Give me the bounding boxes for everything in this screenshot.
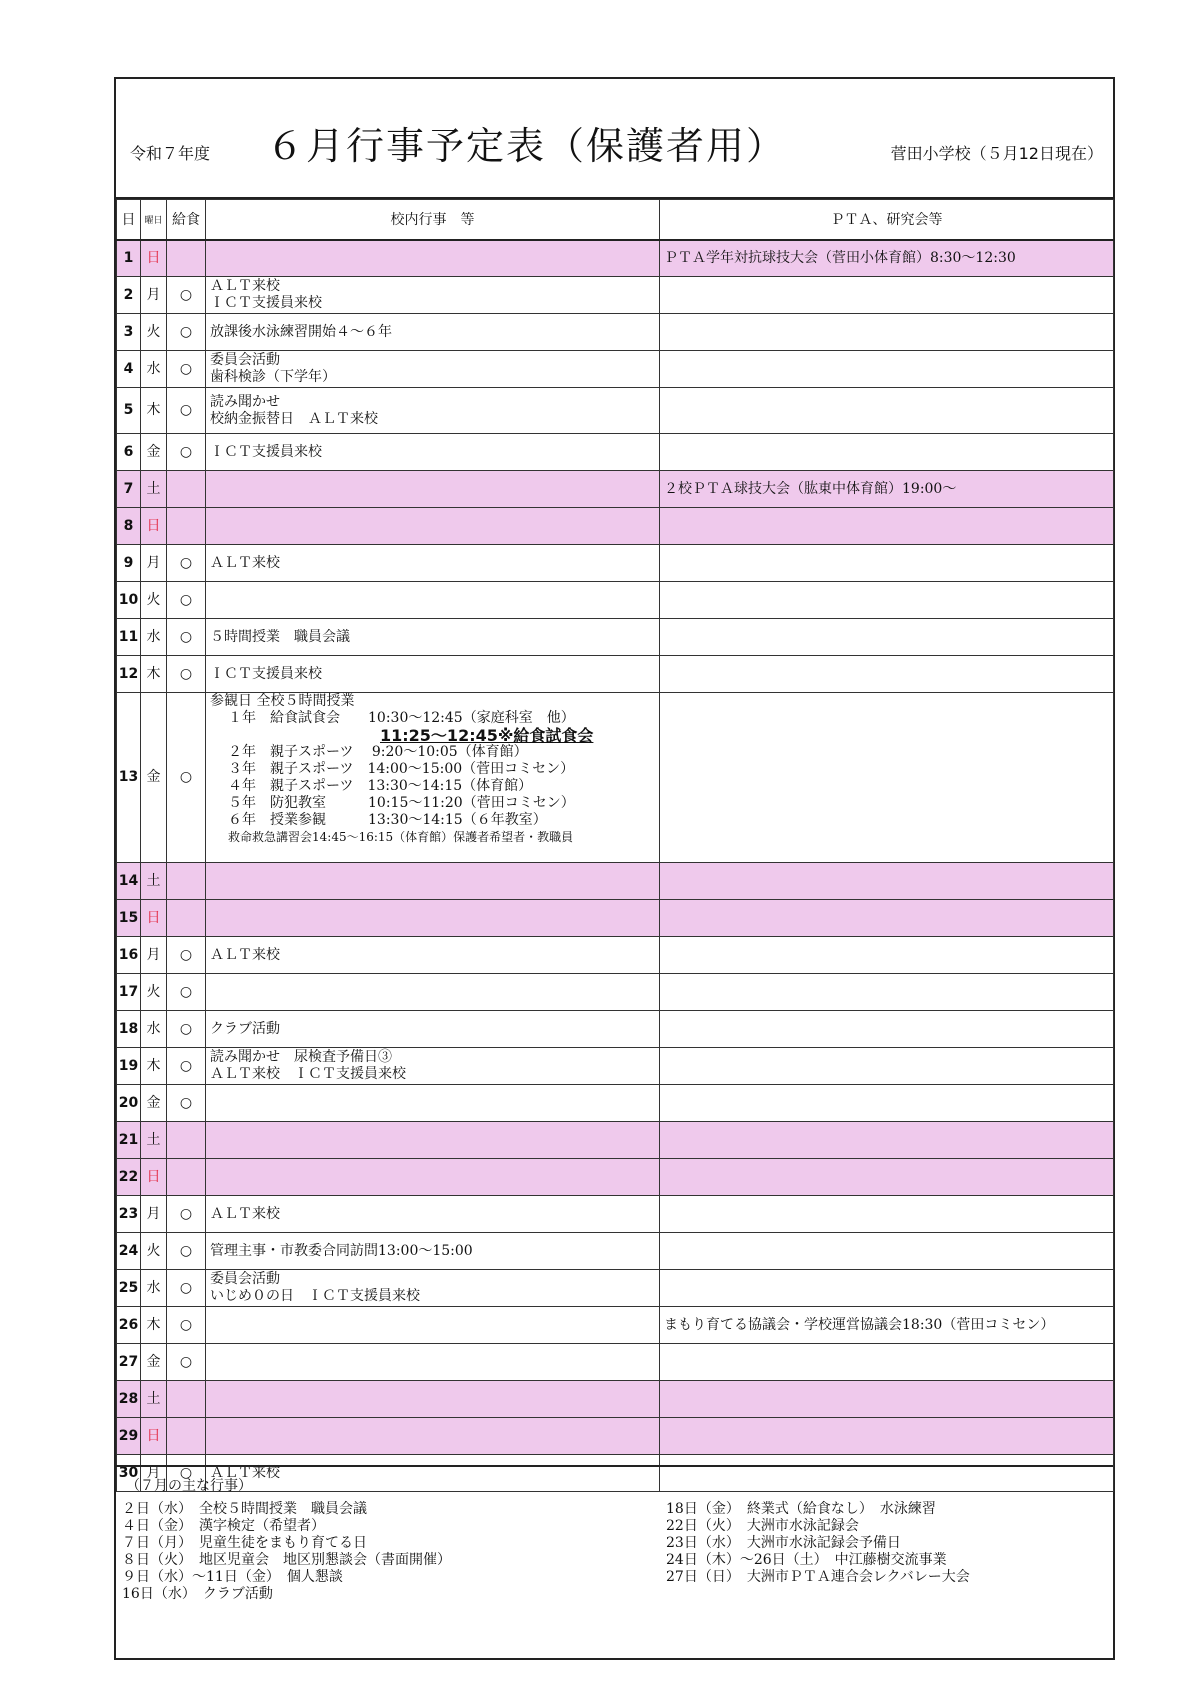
col-pta-header: ＰＴＡ、研究会等: [660, 200, 1114, 240]
table-row: [117, 1344, 1114, 1381]
weekday: 月: [141, 277, 167, 314]
col-meal-header: 給食: [167, 200, 206, 240]
day-number: 27: [117, 1344, 141, 1381]
schedule-body: [117, 240, 1114, 1492]
july-list-left: [122, 1501, 451, 1603]
events-cell: [206, 974, 660, 1011]
meal-mark: ○: [167, 1455, 206, 1492]
events-cell: [206, 863, 660, 900]
day-number: 4: [117, 351, 141, 388]
table-row: [117, 1011, 1114, 1048]
event-line: いじめ０の日 ＩＣＴ支援員来校: [210, 1288, 420, 1304]
weekday: 月: [141, 1196, 167, 1233]
weekday: 日: [141, 240, 167, 277]
events-cell: [206, 240, 660, 277]
pta-cell: [660, 388, 1114, 434]
day-number: 3: [117, 314, 141, 351]
meal-mark: ○: [167, 1344, 206, 1381]
day-number: 14: [117, 863, 141, 900]
table-row: [117, 1048, 1114, 1085]
day-number: 19: [117, 1048, 141, 1085]
weekday: 火: [141, 314, 167, 351]
day-number: 24: [117, 1233, 141, 1270]
event-line: 管理主事・市教委合同訪問13:00～15:00: [210, 1242, 473, 1259]
july-item: 24日（木）～26日（土） 中江藤樹交流事業: [666, 1552, 947, 1568]
pta-cell: [660, 1381, 1114, 1418]
events-cell: [206, 508, 660, 545]
day-number: 12: [117, 656, 141, 693]
table-row: [117, 545, 1114, 582]
weekday: 金: [141, 1344, 167, 1381]
pta-cell: [660, 434, 1114, 471]
pta-cell: ２校ＰＴＡ球技大会（肱東中体育館）19:00～: [660, 471, 1114, 508]
pta-cell: [660, 900, 1114, 937]
events-cell: [206, 1011, 660, 1048]
pta-cell: [660, 508, 1114, 545]
day-number: 28: [117, 1381, 141, 1418]
event-line: 放課後水泳練習開始４～６年: [210, 323, 392, 340]
events-cell: [206, 582, 660, 619]
day-number: 25: [117, 1270, 141, 1307]
day-number: 7: [117, 471, 141, 508]
weekday: 月: [141, 1455, 167, 1492]
pta-cell: [660, 1233, 1114, 1270]
meal-mark: ○: [167, 388, 206, 434]
weekday: 土: [141, 1381, 167, 1418]
july-item: ２日（水） 全校５時間授業 職員会議: [122, 1501, 367, 1517]
day-number: 9: [117, 545, 141, 582]
col-day-header: 日: [117, 200, 141, 240]
event-line: 歯科検診（下学年）: [210, 369, 336, 385]
meal-mark: [167, 863, 206, 900]
day-number: 1: [117, 240, 141, 277]
weekday: 水: [141, 351, 167, 388]
meal-mark: ○: [167, 1270, 206, 1307]
day-number: 11: [117, 619, 141, 656]
meal-mark: [167, 1159, 206, 1196]
table-row: [117, 1381, 1114, 1418]
day-number: 13: [117, 693, 141, 863]
pta-cell: [660, 1344, 1114, 1381]
meal-mark: ○: [167, 277, 206, 314]
weekday: 木: [141, 1048, 167, 1085]
col-events-header: 校内行事 等: [206, 200, 660, 240]
table-row: [117, 974, 1114, 1011]
table-row: [117, 1196, 1114, 1233]
event-line: ＡＬＴ来校: [210, 946, 280, 963]
table-row: [117, 351, 1114, 388]
table-row: [117, 1085, 1114, 1122]
event-line: 委員会活動: [210, 352, 280, 368]
meal-mark: ○: [167, 1048, 206, 1085]
weekday: 金: [141, 434, 167, 471]
day-number: 21: [117, 1122, 141, 1159]
table-row: [117, 471, 1114, 508]
day-number: 23: [117, 1196, 141, 1233]
meal-mark: ○: [167, 1011, 206, 1048]
july-heading: （７月の主な行事）: [126, 1478, 252, 1494]
table-row: [117, 619, 1114, 656]
weekday: 土: [141, 863, 167, 900]
events-cell: [206, 1048, 660, 1085]
weekday: 木: [141, 1307, 167, 1344]
pta-cell: [660, 277, 1114, 314]
weekday: 金: [141, 693, 167, 863]
weekday: 日: [141, 900, 167, 937]
events-cell: [206, 1159, 660, 1196]
weekday: 木: [141, 388, 167, 434]
event-line: ＩＣＴ支援員来校: [210, 665, 322, 682]
events-cell: [206, 277, 660, 314]
event-line: クラブ活動: [210, 1020, 280, 1037]
meal-mark: [167, 240, 206, 277]
col-weekday-header: 曜日: [141, 200, 167, 240]
day-number: 18: [117, 1011, 141, 1048]
weekday: 日: [141, 1159, 167, 1196]
july-item: ７日（月） 児童生徒をまもり育てる日: [122, 1535, 367, 1551]
event-line: 救命救急講習会14:45～16:15（体育館）保護者希望者・教職員: [228, 830, 574, 844]
weekday: 日: [141, 1418, 167, 1455]
event-line: 参観日 全校５時間授業: [210, 693, 355, 709]
pta-cell: まもり育てる協議会・学校運営協議会18:30（菅田コミセン）: [660, 1307, 1114, 1344]
sheet-header: [116, 79, 1113, 199]
events-cell: [206, 545, 660, 582]
weekday: 土: [141, 471, 167, 508]
pta-cell: ＰＴＡ学年対抗球技大会（菅田小体育館）8:30～12:30: [660, 240, 1114, 277]
pta-cell: [660, 1011, 1114, 1048]
pta-cell: [660, 863, 1114, 900]
pta-cell: [660, 545, 1114, 582]
meal-mark: ○: [167, 1085, 206, 1122]
pta-cell: [660, 974, 1114, 1011]
meal-mark: ○: [167, 656, 206, 693]
meal-mark: [167, 471, 206, 508]
pta-cell: [660, 314, 1114, 351]
day-number: 10: [117, 582, 141, 619]
table-row: [117, 388, 1114, 434]
day-number: 29: [117, 1418, 141, 1455]
meal-mark: ○: [167, 545, 206, 582]
events-cell: [206, 900, 660, 937]
table-row: [117, 656, 1114, 693]
table-row: [117, 240, 1114, 277]
weekday: 水: [141, 1011, 167, 1048]
page-title: ６月行事予定表（保護者用）: [266, 124, 787, 168]
event-line: ５時間授業 職員会議: [210, 628, 350, 645]
events-cell: [206, 1085, 660, 1122]
event-line: ５年 防犯教室 10:15～11:20（菅田コミセン）: [228, 795, 575, 811]
event-line: ＡＬＴ来校: [210, 554, 280, 571]
meal-mark: ○: [167, 1196, 206, 1233]
weekday: 日: [141, 508, 167, 545]
table-row: [117, 863, 1114, 900]
meal-mark: ○: [167, 582, 206, 619]
weekday: 土: [141, 1122, 167, 1159]
event-line: 読み聞かせ 尿検査予備日③: [210, 1049, 392, 1065]
table-row: [117, 277, 1114, 314]
schedule-table: [116, 199, 1114, 1492]
meal-mark: [167, 900, 206, 937]
july-item: ４日（金） 漢字検定（希望者）: [122, 1518, 325, 1534]
july-item: ９日（水）～11日（金） 個人懇談: [122, 1569, 343, 1585]
day-number: 5: [117, 388, 141, 434]
events-cell: [206, 471, 660, 508]
school-name: 菅田小学校（５月12日現在）: [890, 144, 1103, 163]
weekday: 火: [141, 974, 167, 1011]
event-line: ４年 親子スポーツ 13:30～14:15（体育館）: [228, 778, 533, 794]
meal-mark: [167, 1381, 206, 1418]
events-cell: [206, 1122, 660, 1159]
table-header-row: [117, 200, 1114, 240]
weekday: 金: [141, 1085, 167, 1122]
table-row: [117, 508, 1114, 545]
pta-cell: [660, 1085, 1114, 1122]
table-row: [117, 314, 1114, 351]
weekday: 月: [141, 937, 167, 974]
meal-mark: [167, 1122, 206, 1159]
event-line: ＩＣＴ支援員来校: [210, 443, 322, 460]
event-line: 読み聞かせ: [210, 393, 280, 410]
pta-cell: [660, 693, 1114, 863]
weekday: 木: [141, 656, 167, 693]
events-cell: [206, 1344, 660, 1381]
meal-mark: ○: [167, 351, 206, 388]
day-number: 8: [117, 508, 141, 545]
events-cell: [206, 1381, 660, 1418]
weekday: 火: [141, 1233, 167, 1270]
july-item: 22日（火） 大洲市水泳記録会: [666, 1518, 859, 1534]
table-row: [117, 1159, 1114, 1196]
table-row: [117, 582, 1114, 619]
events-cell: [206, 656, 660, 693]
events-cell: [206, 351, 660, 388]
weekday: 火: [141, 582, 167, 619]
table-row: [117, 937, 1114, 974]
weekday: 水: [141, 1270, 167, 1307]
meal-mark: ○: [167, 434, 206, 471]
meal-mark: ○: [167, 1307, 206, 1344]
event-line: ３年 親子スポーツ 14:00～15:00（菅田コミセン）: [228, 761, 575, 777]
day-number: 30: [117, 1455, 141, 1492]
event-line: ＡＬＴ来校: [210, 1205, 280, 1222]
table-row: [117, 434, 1114, 471]
july-item: 23日（水） 大洲市水泳記録会予備日: [666, 1535, 901, 1551]
meal-mark: [167, 1418, 206, 1455]
table-row: [117, 1418, 1114, 1455]
day-number: 16: [117, 937, 141, 974]
pta-cell: [660, 656, 1114, 693]
events-cell: [206, 1233, 660, 1270]
schedule-sheet: [114, 77, 1115, 1660]
pta-cell: [660, 619, 1114, 656]
events-cell: [206, 1418, 660, 1455]
pta-cell: [660, 937, 1114, 974]
july-item: 16日（水） クラブ活動: [122, 1586, 273, 1602]
day-number: 17: [117, 974, 141, 1011]
july-events-section: [116, 1465, 1113, 1658]
events-cell: [206, 619, 660, 656]
meal-mark: ○: [167, 937, 206, 974]
events-cell: [206, 1307, 660, 1344]
event-line: ２年 親子スポーツ 9:20～10:05（体育館）: [228, 744, 528, 760]
day-number: 15: [117, 900, 141, 937]
event-line: ＩＣＴ支援員来校: [210, 295, 322, 311]
event-line: ＡＬＴ来校: [210, 278, 280, 294]
table-row: [117, 1270, 1114, 1307]
events-cell: [206, 1196, 660, 1233]
pta-cell: [660, 1270, 1114, 1307]
table-row: [117, 1122, 1114, 1159]
pta-cell: [660, 351, 1114, 388]
event-line: １年 給食試食会 10:30～12:45（家庭科室 他）: [228, 710, 575, 726]
day-number: 2: [117, 277, 141, 314]
pta-cell: [660, 1048, 1114, 1085]
july-item: 18日（金） 終業式（給食なし） 水泳練習: [666, 1501, 936, 1517]
events-cell: [206, 693, 660, 863]
meal-mark: ○: [167, 1233, 206, 1270]
day-number: 26: [117, 1307, 141, 1344]
july-item: ８日（火） 地区児童会 地区別懇談会（書面開催）: [122, 1552, 451, 1568]
table-row: [117, 1233, 1114, 1270]
events-cell: [206, 388, 660, 434]
july-list-right: [666, 1501, 970, 1586]
pta-cell: [660, 582, 1114, 619]
events-cell: [206, 937, 660, 974]
weekday: 水: [141, 619, 167, 656]
meal-mark: ○: [167, 974, 206, 1011]
table-row: [117, 693, 1114, 863]
event-line: 11:25～12:45※給食試食会: [380, 726, 594, 745]
events-cell: [206, 1270, 660, 1307]
events-cell: [206, 314, 660, 351]
table-row: [117, 900, 1114, 937]
fiscal-year: 令和７年度: [130, 144, 211, 163]
day-number: 6: [117, 434, 141, 471]
day-number: 22: [117, 1159, 141, 1196]
table-row: [117, 1307, 1114, 1344]
event-line: 委員会活動: [210, 1271, 280, 1287]
event-line: ＡＬＴ来校 ＩＣＴ支援員来校: [210, 1066, 406, 1082]
event-line: 校納金振替日 ＡＬＴ来校: [210, 410, 378, 427]
pta-cell: [660, 1418, 1114, 1455]
meal-mark: ○: [167, 314, 206, 351]
weekday: 月: [141, 545, 167, 582]
pta-cell: [660, 1122, 1114, 1159]
meal-mark: ○: [167, 619, 206, 656]
meal-mark: ○: [167, 693, 206, 863]
pta-cell: [660, 1196, 1114, 1233]
events-cell: [206, 434, 660, 471]
event-line: ６年 授業参観 13:30～14:15（６年教室）: [228, 812, 547, 828]
july-item: 27日（日） 大洲市ＰＴＡ連合会レクバレー大会: [666, 1569, 970, 1585]
meal-mark: [167, 508, 206, 545]
pta-cell: [660, 1159, 1114, 1196]
day-number: 20: [117, 1085, 141, 1122]
event-line: ＡＬＴ来校: [210, 1464, 280, 1481]
